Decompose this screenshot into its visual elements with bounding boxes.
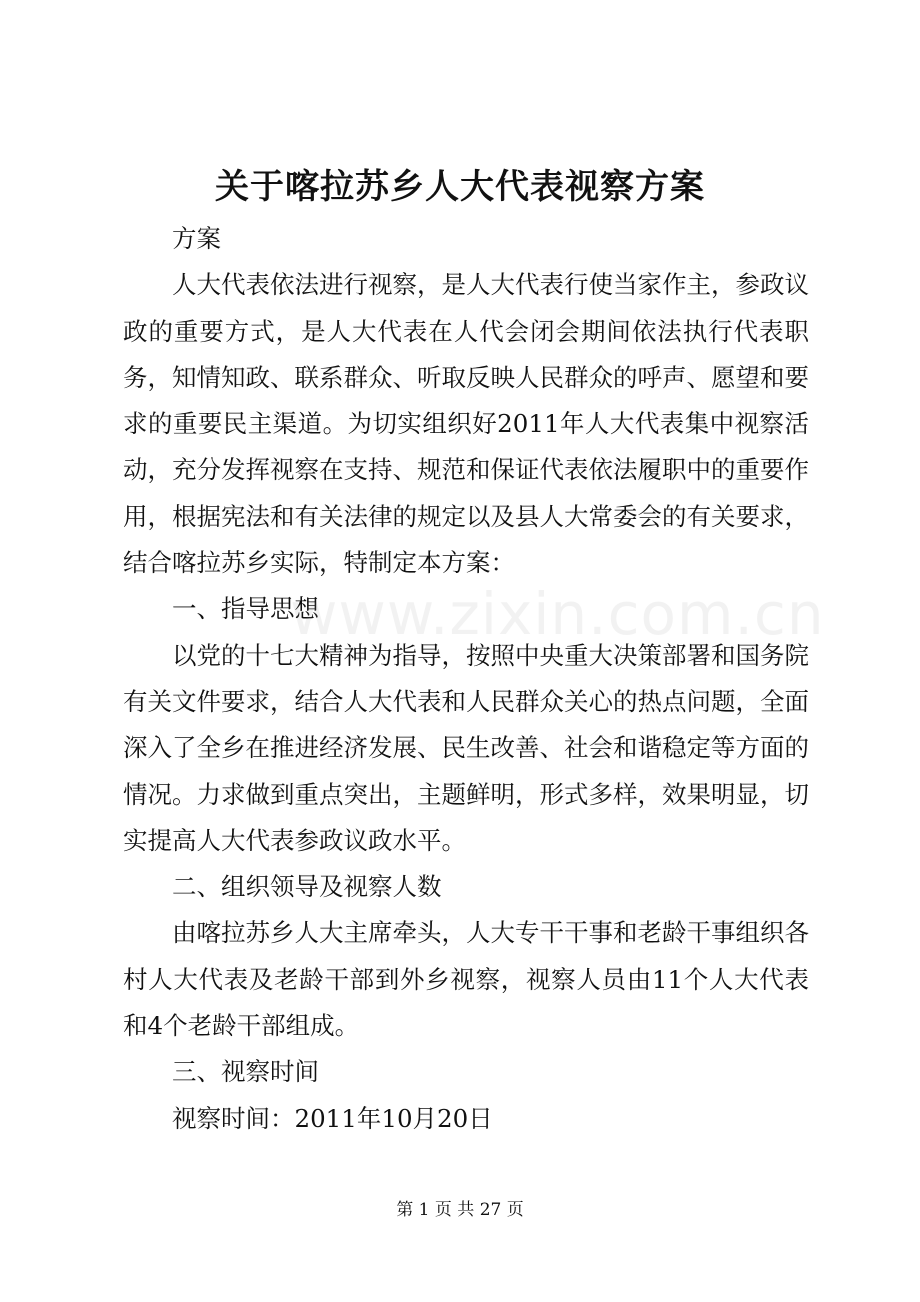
paragraph-heading-plan: 方案	[172, 224, 221, 253]
section-heading-inspection-time: 三、视察时间	[172, 1057, 319, 1087]
section-heading-organization: 二、组织领导及视察人数	[172, 872, 442, 902]
page-footer: 第 1 页 共 27 页	[396, 1200, 524, 1220]
document-title: 关于喀拉苏乡人大代表视察方案	[215, 167, 705, 207]
section-heading-guiding-thought: 一、指导思想	[172, 594, 319, 624]
paragraph-guiding-thought: 以党的十七大精神为指导，按照中央重大决策部署和国务院有关文件要求，结合人大代表和人民群众关心的热点问题，全面深入了全乡在推进经济发展、民生改善、社会和谐稳定等方面的情况。力求做到重点突出，主题鲜明，形式多样，效果明显，切实提高人大代表参政议政水平。	[123, 640, 809, 855]
paragraph-intro: 人大代表依法进行视察，是人大代表行使当家作主，参政议政的重要方式，是人大代表在人代会闭会期间依法执行代表职务，知情知政、联系群众、听取反映人民群众的呼声、愿望和要求的重要民主渠道。为切实组织好2011年人大代表集中视察活动，充分发挥视察在支持、规范和保证代表依法履职中的重要作用，根据宪法和有关法律的规定以及县人大常委会的有关要求，结合喀拉苏乡实际，特制定本方案：	[123, 270, 809, 578]
document-body	[123, 216, 825, 1142]
watermark: www.zixin.com.cn	[290, 580, 825, 648]
paragraph-inspection-time: 视察时间：2011年10月20日	[172, 1103, 493, 1133]
paragraph-organization: 由喀拉苏乡人大主席牵头，人大专干干事和老龄干事组织各村人大代表及老龄干部到外乡视察，视察人员由11个人大代表和4个老龄干部组成。	[123, 918, 809, 1041]
